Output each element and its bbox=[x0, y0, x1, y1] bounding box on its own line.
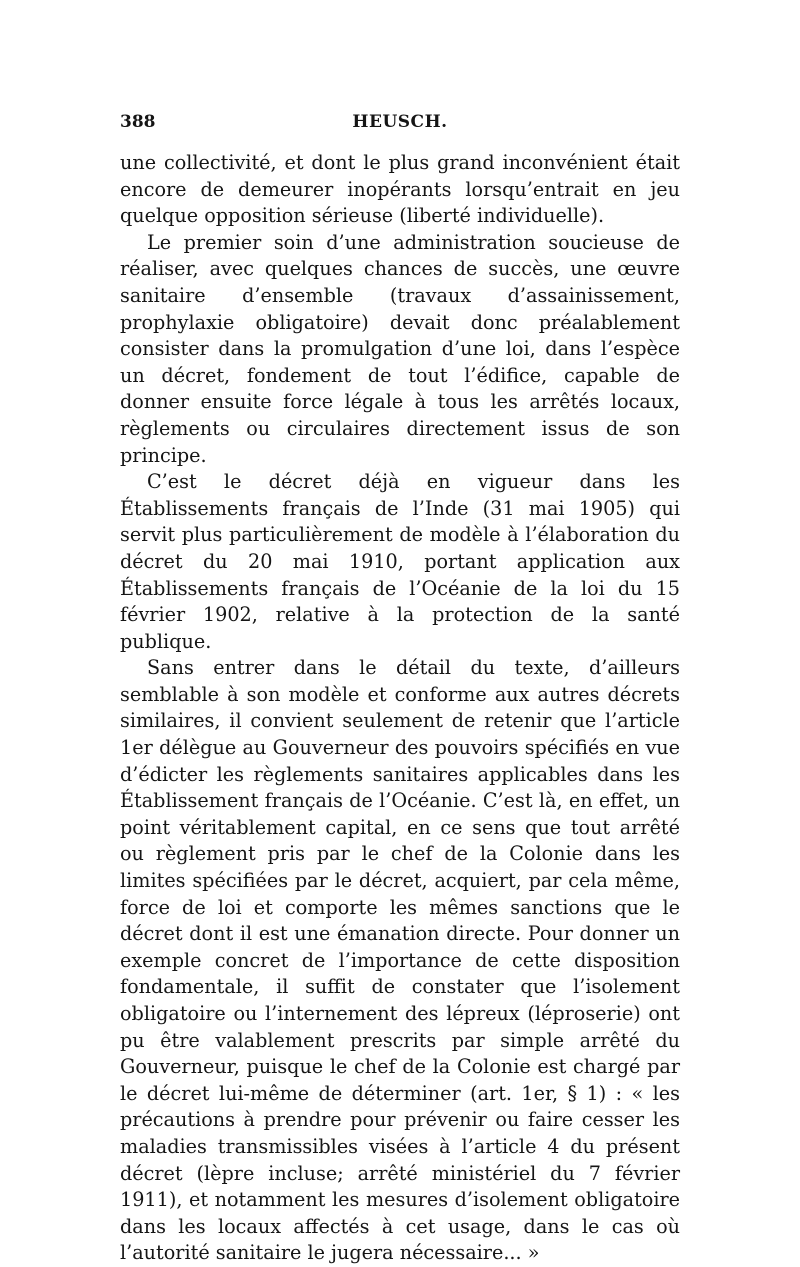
running-head: HEUSCH. bbox=[352, 112, 448, 132]
paragraph-4: Sans entrer dans le détail du texte, d’ailleurs semblable à son modèle et conforme aux autres décrets similaires, il convient seulement de retenir que l’article 1er délègue au Gouverneur des pouvoirs spécifiés en vue d’édicter les règlements sanitaires applicables dans les Établissement français de l’Océanie. C’est là, en effet, un point véritablement capital, en ce sens que tout arrêté ou règlement pris par le chef de la Colonie dans les limites spécifiées par le décret, acquiert, par cela même, force de loi et comporte les mêmes sanctions que le décret dont il est une émanation directe. Pour donner un exemple concret de l’importance de cette disposition fondamentale, il suffit de constater que l’isolement obligatoire ou l’internement des lépreux (léproserie) ont pu être valablement prescrits par simple arrêté du Gouverneur, puisque le chef de la Colonie est chargé par le décret lui-même de déterminer (art. 1er, § 1) : « les précautions à prendre pour prévenir ou faire cesser les maladies transmissibles visées à l’article 4 du présent décret (lèpre incluse; arrêté ministériel du 7 février 1911), et notamment les mesures d’isolement obligatoire dans les locaux affectés à cet usage, dans le cas où l’autorité sanitaire le jugera nécessaire... » bbox=[120, 656, 680, 1265]
paragraph-2: Le premier soin d’une administration soucieuse de réaliser, avec quelques chances de succès, une œuvre sanitaire d’ensemble (travaux d’assainissement, prophylaxie obligatoire) devait donc préalablement consister dans la promulgation d’une loi, dans l’espèce un décret, fondement de tout l’édifice, capable de donner ensuite force légale à tous les arrêtés locaux, règlements ou circulaires directement issus de son principe. bbox=[120, 230, 680, 467]
paragraph-3: C’est le décret déjà en vigueur dans les Établissements français de l’Inde (31 mai 1905) qui servit plus particulièrement de modèle à l’élaboration du décret du 20 mai 1910, portant application aux Établissements français de l’Océanie de la loi du 15 février 1902, relative à la protection de la santé publique. bbox=[120, 470, 680, 653]
paragraph-1: une collectivité, et dont le plus grand inconvénient était encore de demeurer inopérants lorsqu’entrait en jeu quelque opposition sérieuse (liberté individuelle). bbox=[120, 151, 680, 228]
page-number: 388 bbox=[120, 112, 156, 132]
body-text bbox=[120, 150, 680, 1267]
page-header bbox=[120, 112, 680, 142]
